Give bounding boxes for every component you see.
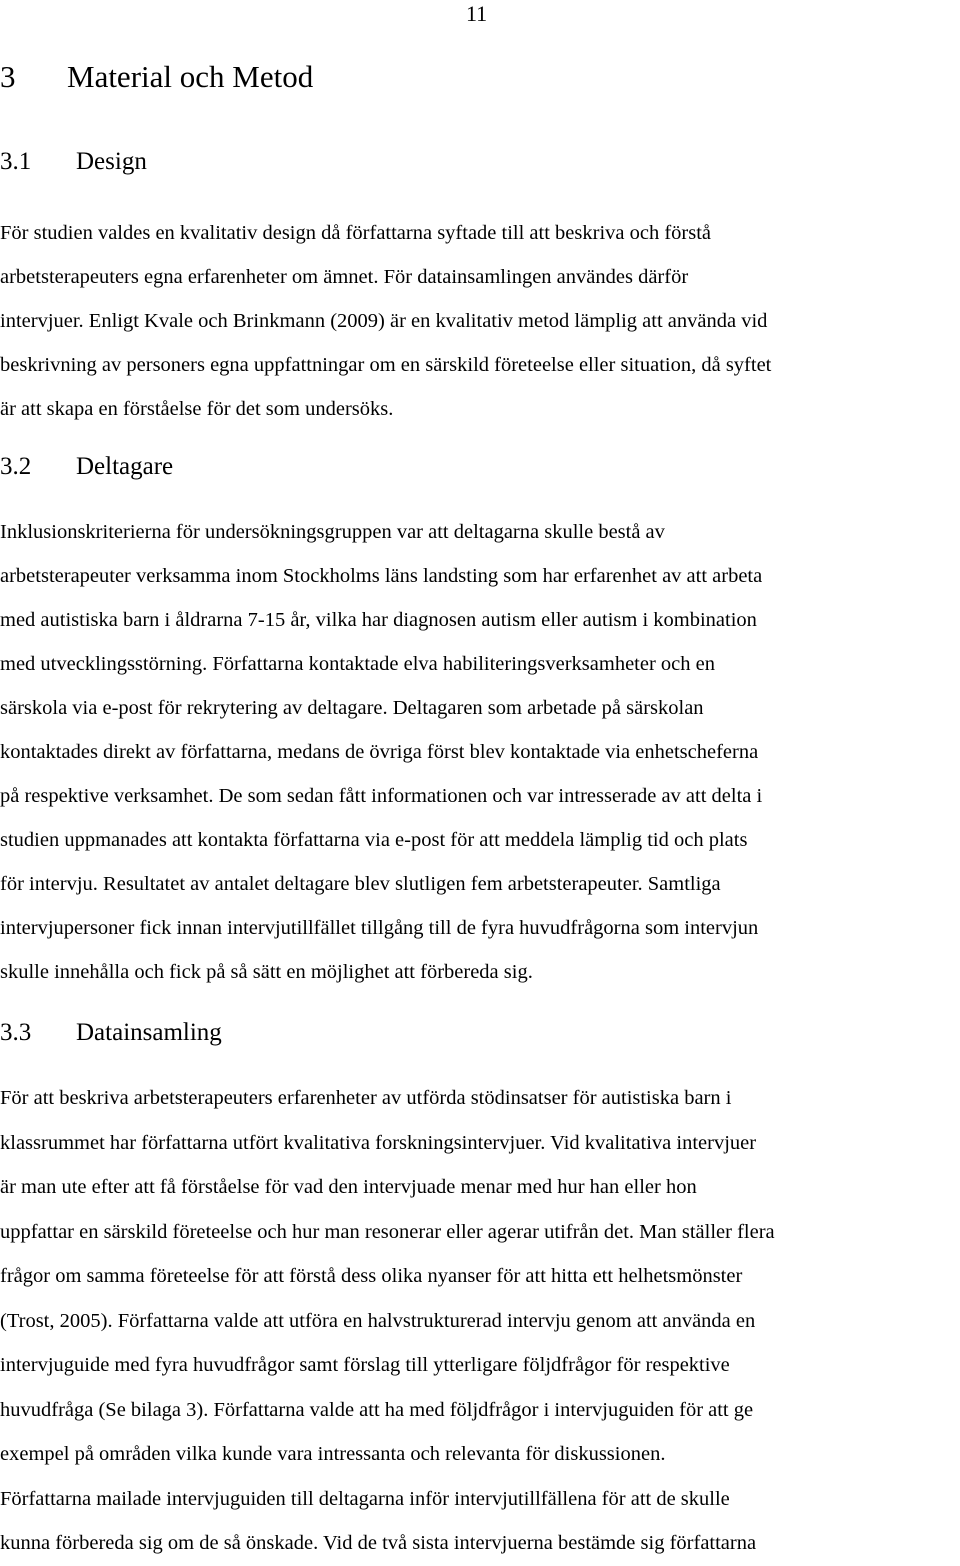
text-line: För att beskriva arbetsterapeuters erfarenheter av utförda stödinsatser för autistiska barn i [0, 1087, 732, 1109]
section-number: 3.2 [0, 453, 32, 480]
section-heading-datainsamling [0, 1017, 222, 1049]
text-line: skulle innehålla och fick på så sätt en möjlighet att förbereda sig. [0, 961, 533, 983]
text-line: frågor om samma företeelse för att förstå dess olika nyanser för att hitta ett helhetsmönster [0, 1265, 743, 1287]
text-line: studien uppmanades att kontakta författarna via e-post för att meddela lämplig tid och plats [0, 829, 748, 851]
section-number: 3.1 [0, 148, 32, 175]
chapter-number: 3 [0, 59, 16, 94]
section-title: Design [76, 148, 147, 175]
text-line: exempel på områden vilka kunde vara intressanta och relevanta för diskussionen. [0, 1443, 666, 1465]
section-title: Deltagare [76, 453, 174, 480]
page-number: 11 [466, 1, 488, 26]
text-line: arbetsterapeuter verksamma inom Stockholms läns landsting som har erfarenhet av att arbeta [0, 565, 763, 587]
section-title: Datainsamling [76, 1019, 222, 1046]
section-number: 3.3 [0, 1019, 32, 1046]
text-line: Inklusionskriterierna för undersökningsgruppen var att deltagarna skulle bestå av [0, 521, 665, 543]
text-line: uppfattar en särskild företeelse och hur man resonerar eller agerar utifrån det. Man ställer flera [0, 1220, 775, 1243]
text-line: kontaktades direkt av författarna, medans de övriga först blev kontaktade via enhetscheferna [0, 741, 759, 763]
text-line: huvudfråga (Se bilaga 3). Författarna valde att ha med följdfrågor i intervjuguiden för att ge [0, 1398, 754, 1421]
text-line: särskola via e-post för rekrytering av deltagare. Deltagaren som arbetade på särskolan [0, 697, 704, 719]
text-line: är att skapa en förståelse för det som undersöks. [0, 398, 394, 420]
text-line: (Trost, 2005). Författarna valde att utföra en halvstrukturerad intervju genom att använda en [0, 1309, 756, 1332]
chapter-heading [0, 58, 313, 96]
text-line: för intervju. Resultatet av antalet deltagare blev slutligen fem arbetsterapeuter. Samtliga [0, 873, 721, 895]
text-line: klassrummet har författarna utfört kvalitativa forskningsintervjuer. Vid kvalitativa intervjuer [0, 1131, 757, 1154]
text-line: med utvecklingsstörning. Författarna kontaktade elva habiliteringsverksamheter och en [0, 653, 715, 675]
section-body-design [0, 211, 960, 431]
text-line: beskrivning av personers egna uppfattningar om en särskild företeelse eller situation, då syftet [0, 354, 772, 376]
section-body-datainsamling [0, 1076, 960, 1566]
section-heading-design [0, 146, 147, 178]
text-line: kunna förbereda sig om de så önskade. Vid de två sista intervjuerna bestämde sig författarna [0, 1532, 757, 1554]
text-line: är man ute efter att få förståelse för vad den intervjuade menar med hur han eller hon [0, 1176, 697, 1198]
text-line: med autistiska barn i åldrarna 7-15 år, vilka har diagnosen autism eller autism i kombination [0, 609, 757, 631]
text-line: Författarna mailade intervjuguiden till deltagarna inför intervjutillfällena för att de skulle [0, 1487, 730, 1510]
text-line: på respektive verksamhet. De som sedan fått informationen och var intresserade av att delta i [0, 785, 763, 807]
text-line: För studien valdes en kvalitativ design då författarna syftade till att beskriva och förstå [0, 222, 712, 244]
text-line: intervjuer. Enligt Kvale och Brinkmann (2009) är en kvalitativ metod lämplig att använda vid [0, 310, 768, 332]
chapter-title: Material och Metod [67, 59, 314, 94]
section-body-deltagare [0, 510, 960, 994]
text-line: intervjuguide med fyra huvudfrågor samt förslag till ytterligare följdfrågor för respektive [0, 1354, 730, 1376]
section-heading-deltagare [0, 451, 173, 483]
text-line: intervjupersoner fick innan intervjutillfället tillgång till de fyra huvudfrågorna som intervjun [0, 917, 759, 939]
text-line: arbetsterapeuters egna erfarenheter om ämnet. För datainsamlingen användes därför [0, 266, 689, 288]
